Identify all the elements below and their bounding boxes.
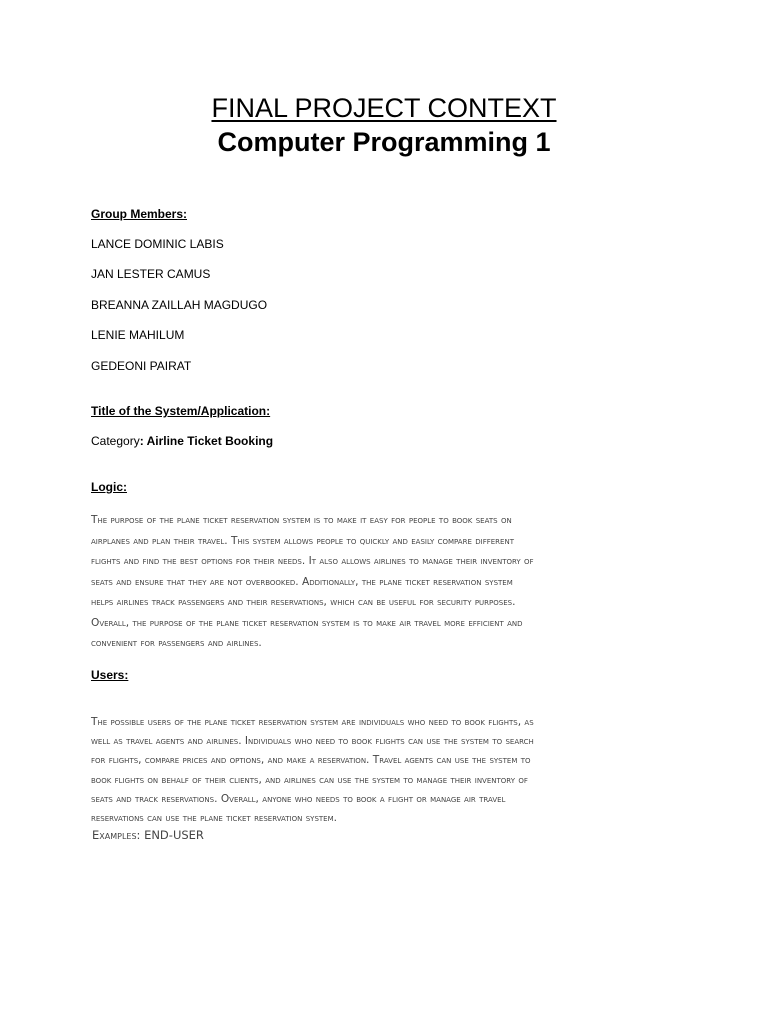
group-member: GEDEONI PAIRAT: [91, 359, 192, 373]
users-paragraph: The possible users of the plane ticket reservation system are individuals who need to book flights, as well as travel agents and airlines. Individuals who need to book flights can use the system to search for flights, compare prices and options, and make a reservation. Travel agents can use the system to book flights on behalf of their clients, and airlines can use the system to manage their inventory of seats and track reservations. Overall, anyone who needs to book a flight or manage air travel reservations can use the plane ticket reservation system.: [91, 716, 534, 825]
logic-heading: Logic:: [91, 480, 127, 494]
system-title-heading: Title of the System/Application:: [91, 404, 271, 418]
category-line: [91, 433, 273, 449]
category-value: : Airline Ticket Booking: [139, 434, 274, 448]
group-member: JAN LESTER CAMUS: [91, 267, 211, 281]
group-member: LENIE MAHILUM: [91, 328, 185, 342]
group-member: LANCE DOMINIC LABIS: [91, 237, 224, 251]
group-member: BREANNA ZAILLAH MAGDUGO: [91, 298, 268, 312]
users-heading: Users:: [91, 668, 129, 682]
group-members-heading: Group Members:: [91, 207, 188, 221]
document-subtitle: Computer Programming 1: [217, 127, 551, 157]
users-examples: Examples: END-USER: [92, 828, 204, 842]
document-title: FINAL PROJECT CONTEXT: [211, 93, 557, 123]
logic-paragraph: The purpose of the plane ticket reservation system is to make it easy for people to book seats on airplanes and plan their travel. This system allows people to quickly and easily compare different flights and find the best options for their needs. It also allows airlines to manage their inventory of seats and ensure that they are not overbooked. Additionally, the plane ticket reservation system helps airlines track passengers and their reservations, which can be useful for security purposes. Overall, the purpose of the plane ticket reservation system is to make air travel more efficient and convenient for passengers and airlines.: [91, 514, 534, 649]
category-label: Category: [91, 434, 140, 448]
